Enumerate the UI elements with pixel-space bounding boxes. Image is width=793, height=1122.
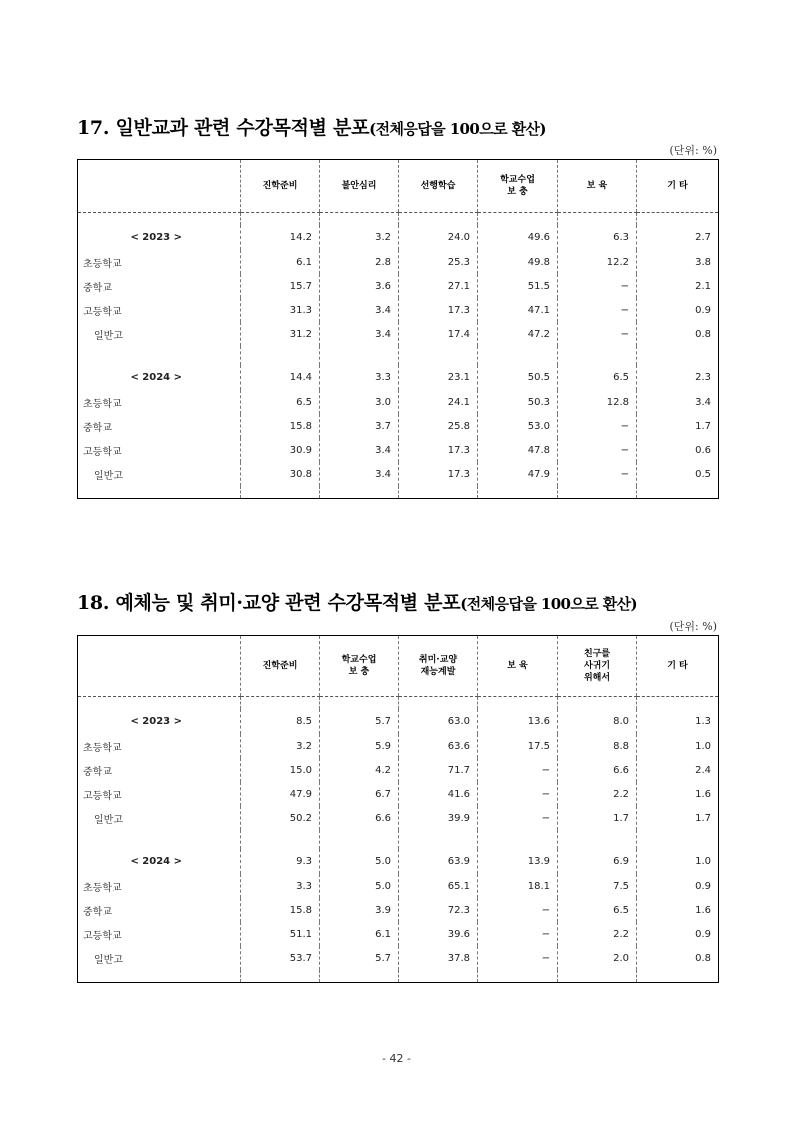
spacer-cell <box>78 486 241 499</box>
spacer-cell <box>478 486 558 499</box>
value-cell: 17.3 <box>399 298 478 322</box>
title-main: 18. 예체능 및 취미·교양 관련 수강목적별 분포 <box>77 592 461 614</box>
column-header-line: 학교수업 <box>500 175 535 185</box>
group-row <box>78 365 719 390</box>
value-cell: 3.6 <box>320 274 399 298</box>
value-cell: 1.0 <box>637 849 719 874</box>
spacer-cell <box>320 213 399 226</box>
column-header-line: 사귀기 <box>583 661 611 671</box>
value-cell: 51.1 <box>241 922 320 946</box>
value-cell: 17.4 <box>399 322 478 346</box>
column-header-line: 보 충 <box>348 667 370 677</box>
value-cell: 2.2 <box>558 922 637 946</box>
value-cell: 12.2 <box>558 250 637 274</box>
page-number: - 42 - <box>382 1052 411 1065</box>
row-label: 중학교 <box>83 422 112 434</box>
spacer-cell <box>399 697 478 710</box>
value-cell: 17.5 <box>478 734 558 758</box>
value-cell: 30.9 <box>241 438 320 462</box>
row-label: 일반고 <box>94 954 123 966</box>
spacer-cell <box>78 697 241 710</box>
value-cell: 24.1 <box>399 390 478 414</box>
spacer-cell <box>637 697 719 710</box>
spacer-cell <box>399 486 478 499</box>
value-cell: 3.8 <box>637 250 719 274</box>
column-header-line: 위해서 <box>583 673 611 683</box>
spacer-cell <box>320 697 399 710</box>
spacer-cell <box>399 830 478 849</box>
column-header <box>241 160 320 213</box>
data-table-17 <box>77 159 719 499</box>
spacer-cell <box>241 213 320 226</box>
spacer-cell <box>558 830 637 849</box>
value-cell: 1.3 <box>637 709 719 734</box>
table-row <box>78 946 719 970</box>
value-cell: 1.6 <box>637 782 719 806</box>
column-header-line: 보 육 <box>586 181 608 191</box>
header-row <box>78 636 719 697</box>
value-cell: 6.9 <box>558 849 637 874</box>
value-cell: 9.3 <box>241 849 320 874</box>
table-row <box>78 922 719 946</box>
value-cell: 31.3 <box>241 298 320 322</box>
value-cell: 15.8 <box>241 898 320 922</box>
table-row <box>78 782 719 806</box>
value-cell: 37.8 <box>399 946 478 970</box>
spacer-cell <box>478 830 558 849</box>
column-header-line: 선행학습 <box>420 181 456 191</box>
table-row <box>78 898 719 922</box>
value-cell: 3.2 <box>241 734 320 758</box>
column-header-line: 진학준비 <box>262 661 298 671</box>
spacer-cell <box>637 486 719 499</box>
spacer-cell <box>478 213 558 226</box>
value-cell: 72.3 <box>399 898 478 922</box>
header-corner <box>78 160 241 213</box>
row-label: 고등학교 <box>83 930 122 942</box>
value-cell: 8.5 <box>241 709 320 734</box>
spacer-row <box>78 346 719 365</box>
value-cell: 47.2 <box>478 322 558 346</box>
value-cell: 50.5 <box>478 365 558 390</box>
row-label: 일반고 <box>94 814 123 826</box>
value-cell: − <box>558 322 637 346</box>
value-cell: 8.0 <box>558 709 637 734</box>
value-cell: 2.2 <box>558 782 637 806</box>
title-sub: (전체응답을 100으로 환산) <box>460 595 638 613</box>
header-corner <box>78 636 241 697</box>
value-cell: 18.1 <box>478 874 558 898</box>
column-header-line: 학교수업 <box>341 655 377 665</box>
value-cell: 5.0 <box>320 849 399 874</box>
value-cell: 13.6 <box>478 709 558 734</box>
value-cell: 6.7 <box>320 782 399 806</box>
value-cell: 71.7 <box>399 758 478 782</box>
spacer-row <box>78 970 719 983</box>
column-header <box>399 636 478 697</box>
column-header-line: 친구를 <box>583 649 611 659</box>
value-cell: 50.2 <box>241 806 320 830</box>
row-label: 초등학교 <box>83 882 122 894</box>
value-cell: 6.5 <box>558 365 637 390</box>
table-row <box>78 462 719 486</box>
value-cell: 0.6 <box>637 438 719 462</box>
table-row <box>78 806 719 830</box>
value-cell: 24.0 <box>399 225 478 250</box>
column-header-line: 불안심리 <box>341 181 377 191</box>
spacer-cell <box>637 830 719 849</box>
value-cell: − <box>558 462 637 486</box>
value-cell: 15.8 <box>241 414 320 438</box>
row-label: 초등학교 <box>83 398 122 410</box>
header-row <box>78 160 719 213</box>
value-cell: 2.0 <box>558 946 637 970</box>
value-cell: 5.7 <box>320 709 399 734</box>
table-row <box>78 322 719 346</box>
spacer-cell <box>637 970 719 983</box>
value-cell: 3.4 <box>320 322 399 346</box>
spacer-cell <box>320 830 399 849</box>
value-cell: 1.0 <box>637 734 719 758</box>
value-cell: 63.0 <box>399 709 478 734</box>
column-header <box>637 636 719 697</box>
table-row <box>78 414 719 438</box>
column-header-line: 취미·교양 <box>418 655 458 665</box>
value-cell: − <box>478 898 558 922</box>
value-cell: 15.0 <box>241 758 320 782</box>
table-row <box>78 758 719 782</box>
spacer-cell <box>241 830 320 849</box>
spacer-cell <box>637 346 719 365</box>
value-cell: 6.1 <box>320 922 399 946</box>
group-label: < 2023 > <box>130 232 182 243</box>
value-cell: 14.2 <box>241 225 320 250</box>
table-row <box>78 390 719 414</box>
spacer-cell <box>478 970 558 983</box>
title-sub: (전체응답을 100으로 환산) <box>369 120 546 138</box>
spacer-cell <box>320 346 399 365</box>
value-cell: 13.9 <box>478 849 558 874</box>
value-cell: 4.2 <box>320 758 399 782</box>
column-header-line: 기 타 <box>667 661 688 671</box>
row-label: 고등학교 <box>83 790 122 802</box>
value-cell: 25.3 <box>399 250 478 274</box>
column-header <box>320 160 399 213</box>
spacer-cell <box>558 970 637 983</box>
table-row <box>78 734 719 758</box>
value-cell: 2.8 <box>320 250 399 274</box>
column-header <box>558 160 637 213</box>
value-cell: 47.9 <box>478 462 558 486</box>
column-header-line: 진학준비 <box>262 181 298 191</box>
value-cell: 6.5 <box>241 390 320 414</box>
value-cell: 17.3 <box>399 462 478 486</box>
value-cell: 53.7 <box>241 946 320 970</box>
value-cell: 2.1 <box>637 274 719 298</box>
group-label: < 2024 > <box>130 856 182 867</box>
spacer-cell <box>241 486 320 499</box>
value-cell: 5.0 <box>320 874 399 898</box>
row-label: 중학교 <box>83 766 112 778</box>
value-cell: 12.8 <box>558 390 637 414</box>
spacer-cell <box>320 970 399 983</box>
table-row <box>78 874 719 898</box>
value-cell: 6.6 <box>320 806 399 830</box>
spacer-cell <box>558 486 637 499</box>
spacer-cell <box>241 970 320 983</box>
value-cell: 3.3 <box>320 365 399 390</box>
value-cell: 51.5 <box>478 274 558 298</box>
value-cell: 15.7 <box>241 274 320 298</box>
table-row <box>78 298 719 322</box>
column-header <box>637 160 719 213</box>
value-cell: − <box>558 414 637 438</box>
value-cell: 50.3 <box>478 390 558 414</box>
column-header-line: 재능계발 <box>420 667 456 677</box>
group-row <box>78 849 719 874</box>
row-label: 중학교 <box>83 282 112 294</box>
column-header-line: 보 육 <box>507 661 528 671</box>
unit-label: (단위: %) <box>669 620 717 633</box>
spacer-cell <box>78 970 241 983</box>
spacer-row <box>78 486 719 499</box>
data-table-18 <box>77 635 719 983</box>
value-cell: 27.1 <box>399 274 478 298</box>
column-header <box>399 160 478 213</box>
value-cell: 30.8 <box>241 462 320 486</box>
value-cell: − <box>558 274 637 298</box>
value-cell: − <box>478 758 558 782</box>
spacer-cell <box>478 697 558 710</box>
value-cell: − <box>478 806 558 830</box>
value-cell: 47.8 <box>478 438 558 462</box>
spacer-row <box>78 697 719 710</box>
value-cell: 31.2 <box>241 322 320 346</box>
value-cell: 53.0 <box>478 414 558 438</box>
spacer-cell <box>558 346 637 365</box>
value-cell: 49.6 <box>478 225 558 250</box>
value-cell: 0.9 <box>637 922 719 946</box>
column-header <box>241 636 320 697</box>
value-cell: 3.9 <box>320 898 399 922</box>
title-main: 17. 일반교과 관련 수강목적별 분포 <box>77 117 370 139</box>
row-label: 일반고 <box>94 330 123 342</box>
value-cell: 39.6 <box>399 922 478 946</box>
column-header-line: 기 타 <box>667 181 688 191</box>
row-label: 일반고 <box>94 470 123 482</box>
value-cell: 6.6 <box>558 758 637 782</box>
column-header <box>320 636 399 697</box>
value-cell: − <box>478 922 558 946</box>
value-cell: 0.5 <box>637 462 719 486</box>
value-cell: 2.7 <box>637 225 719 250</box>
row-label: 중학교 <box>83 906 112 918</box>
value-cell: 1.7 <box>637 414 719 438</box>
row-label: 고등학교 <box>83 306 122 318</box>
section-title-17 <box>77 113 546 140</box>
value-cell: 23.1 <box>399 365 478 390</box>
value-cell: 63.6 <box>399 734 478 758</box>
value-cell: 3.2 <box>320 225 399 250</box>
value-cell: 3.4 <box>637 390 719 414</box>
value-cell: 1.6 <box>637 898 719 922</box>
value-cell: 1.7 <box>558 806 637 830</box>
column-header <box>558 636 637 697</box>
value-cell: 2.4 <box>637 758 719 782</box>
unit-label: (단위: %) <box>669 144 717 157</box>
value-cell: − <box>478 782 558 806</box>
spacer-row <box>78 830 719 849</box>
spacer-cell <box>399 970 478 983</box>
spacer-cell <box>78 213 241 226</box>
value-cell: 47.9 <box>241 782 320 806</box>
group-label: < 2023 > <box>130 716 182 727</box>
spacer-cell <box>558 213 637 226</box>
group-row <box>78 225 719 250</box>
value-cell: 14.4 <box>241 365 320 390</box>
value-cell: 5.7 <box>320 946 399 970</box>
value-cell: 6.5 <box>558 898 637 922</box>
table-row <box>78 274 719 298</box>
section-title-18 <box>77 588 637 615</box>
row-label: 초등학교 <box>83 742 122 754</box>
value-cell: 0.9 <box>637 874 719 898</box>
value-cell: 1.7 <box>637 806 719 830</box>
spacer-cell <box>241 346 320 365</box>
spacer-cell <box>320 486 399 499</box>
spacer-cell <box>78 346 241 365</box>
value-cell: 2.3 <box>637 365 719 390</box>
value-cell: 8.8 <box>558 734 637 758</box>
table-row <box>78 250 719 274</box>
value-cell: 6.1 <box>241 250 320 274</box>
value-cell: 5.9 <box>320 734 399 758</box>
spacer-cell <box>637 213 719 226</box>
group-label: < 2024 > <box>130 372 182 383</box>
value-cell: 25.8 <box>399 414 478 438</box>
spacer-cell <box>399 346 478 365</box>
spacer-row <box>78 213 719 226</box>
row-label: 고등학교 <box>83 446 122 458</box>
value-cell: 0.9 <box>637 298 719 322</box>
column-header <box>478 160 558 213</box>
spacer-cell <box>241 697 320 710</box>
spacer-cell <box>478 346 558 365</box>
value-cell: 17.3 <box>399 438 478 462</box>
value-cell: 0.8 <box>637 946 719 970</box>
group-row <box>78 709 719 734</box>
value-cell: 63.9 <box>399 849 478 874</box>
value-cell: 3.4 <box>320 462 399 486</box>
spacer-cell <box>399 213 478 226</box>
value-cell: 47.1 <box>478 298 558 322</box>
value-cell: 39.9 <box>399 806 478 830</box>
spacer-cell <box>78 830 241 849</box>
value-cell: − <box>478 946 558 970</box>
value-cell: 0.8 <box>637 322 719 346</box>
value-cell: 65.1 <box>399 874 478 898</box>
value-cell: − <box>558 298 637 322</box>
value-cell: 6.3 <box>558 225 637 250</box>
value-cell: 3.0 <box>320 390 399 414</box>
value-cell: 3.7 <box>320 414 399 438</box>
value-cell: 7.5 <box>558 874 637 898</box>
value-cell: 3.4 <box>320 438 399 462</box>
value-cell: 3.4 <box>320 298 399 322</box>
value-cell: 3.3 <box>241 874 320 898</box>
spacer-cell <box>558 697 637 710</box>
column-header <box>478 636 558 697</box>
row-label: 초등학교 <box>83 258 122 270</box>
table-row <box>78 438 719 462</box>
value-cell: − <box>558 438 637 462</box>
column-header-line: 보 충 <box>507 187 528 197</box>
value-cell: 49.8 <box>478 250 558 274</box>
value-cell: 41.6 <box>399 782 478 806</box>
